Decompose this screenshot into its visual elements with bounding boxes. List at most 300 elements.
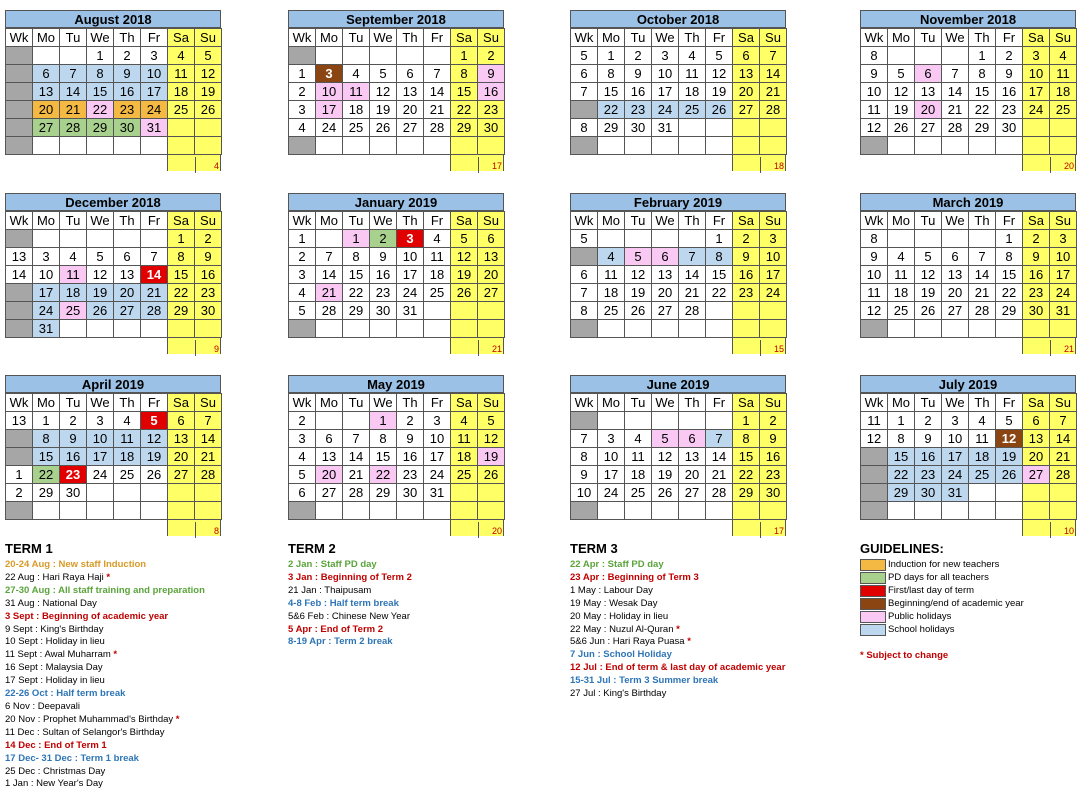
day-cell bbox=[478, 320, 505, 338]
day-cell: 16 bbox=[733, 266, 760, 284]
term-event bbox=[5, 572, 205, 585]
day-cell: 7 bbox=[141, 248, 168, 266]
day-cell: 31 bbox=[397, 302, 424, 320]
day-header: Tu bbox=[915, 212, 942, 230]
day-cell bbox=[942, 137, 969, 155]
day-cell bbox=[33, 137, 60, 155]
day-header: Tu bbox=[625, 394, 652, 412]
term-event bbox=[5, 649, 205, 662]
day-cell: 23 bbox=[114, 101, 141, 119]
week-number: 6 bbox=[571, 266, 598, 284]
week-number bbox=[861, 320, 888, 338]
day-cell bbox=[706, 137, 733, 155]
day-cell: 11 bbox=[114, 430, 141, 448]
day-cell: 12 bbox=[195, 65, 222, 83]
week-number: 7 bbox=[571, 284, 598, 302]
day-header: We bbox=[652, 394, 679, 412]
day-cell: 12 bbox=[478, 430, 505, 448]
week-number bbox=[289, 137, 316, 155]
day-cell: 30 bbox=[478, 119, 505, 137]
day-cell: 4 bbox=[625, 430, 652, 448]
day-cell: 11 bbox=[451, 430, 478, 448]
day-cell bbox=[598, 412, 625, 430]
day-cell: 20 bbox=[397, 101, 424, 119]
day-cell: 2 bbox=[195, 230, 222, 248]
day-cell: 7 bbox=[760, 47, 787, 65]
day-cell: 31 bbox=[1050, 302, 1077, 320]
day-header: Th bbox=[397, 394, 424, 412]
term-event bbox=[570, 662, 785, 675]
day-cell bbox=[942, 47, 969, 65]
day-cell: 30 bbox=[915, 484, 942, 502]
day-cell bbox=[625, 230, 652, 248]
day-cell bbox=[33, 230, 60, 248]
day-cell bbox=[370, 47, 397, 65]
day-header: Sa bbox=[451, 394, 478, 412]
day-cell bbox=[706, 502, 733, 520]
day-cell bbox=[733, 320, 760, 338]
term-event bbox=[288, 572, 412, 585]
day-cell bbox=[598, 502, 625, 520]
term-event-text: 20-24 Aug : New staff Induction bbox=[5, 559, 147, 570]
day-cell: 23 bbox=[370, 284, 397, 302]
day-header: We bbox=[652, 29, 679, 47]
day-cell: 28 bbox=[424, 119, 451, 137]
day-cell: 28 bbox=[706, 484, 733, 502]
day-cell bbox=[451, 484, 478, 502]
day-cell: 9 bbox=[625, 65, 652, 83]
day-cell: 18 bbox=[168, 83, 195, 101]
day-header: Wk bbox=[6, 212, 33, 230]
day-cell: 11 bbox=[343, 83, 370, 101]
day-cell: 19 bbox=[625, 284, 652, 302]
day-cell bbox=[424, 137, 451, 155]
day-cell: 24 bbox=[141, 101, 168, 119]
day-cell: 9 bbox=[1023, 248, 1050, 266]
day-header: We bbox=[370, 212, 397, 230]
month-calendar bbox=[5, 193, 221, 356]
week-number bbox=[571, 137, 598, 155]
day-cell: 3 bbox=[652, 47, 679, 65]
day-header: Sa bbox=[451, 212, 478, 230]
day-cell: 17 bbox=[652, 83, 679, 101]
day-cell: 29 bbox=[87, 119, 114, 137]
day-cell: 15 bbox=[370, 448, 397, 466]
day-cell: 11 bbox=[969, 430, 996, 448]
day-cell bbox=[397, 320, 424, 338]
day-cell: 22 bbox=[888, 466, 915, 484]
day-header: Wk bbox=[861, 29, 888, 47]
day-cell: 22 bbox=[33, 466, 60, 484]
day-header: Sa bbox=[733, 212, 760, 230]
day-cell bbox=[316, 502, 343, 520]
day-cell: 7 bbox=[343, 430, 370, 448]
day-cell: 24 bbox=[1023, 101, 1050, 119]
day-cell bbox=[625, 502, 652, 520]
week-number: 4 bbox=[289, 448, 316, 466]
day-cell bbox=[397, 502, 424, 520]
day-cell: 25 bbox=[969, 466, 996, 484]
day-cell: 15 bbox=[168, 266, 195, 284]
day-cell: 1 bbox=[733, 412, 760, 430]
day-cell: 23 bbox=[625, 101, 652, 119]
day-cell bbox=[888, 320, 915, 338]
day-cell bbox=[316, 137, 343, 155]
day-cell bbox=[114, 484, 141, 502]
day-cell: 5 bbox=[888, 65, 915, 83]
day-header: We bbox=[370, 394, 397, 412]
day-cell: 29 bbox=[996, 302, 1023, 320]
day-cell: 19 bbox=[195, 83, 222, 101]
day-cell: 17 bbox=[397, 266, 424, 284]
day-cell bbox=[316, 230, 343, 248]
day-cell: 8 bbox=[996, 248, 1023, 266]
day-cell: 4 bbox=[1050, 47, 1077, 65]
day-cell: 26 bbox=[451, 284, 478, 302]
day-header: Th bbox=[969, 212, 996, 230]
month-week-count: 4 bbox=[195, 157, 221, 173]
day-header: Wk bbox=[571, 394, 598, 412]
month-calendar bbox=[570, 375, 786, 538]
day-cell bbox=[195, 502, 222, 520]
week-number bbox=[6, 83, 33, 101]
day-cell bbox=[996, 502, 1023, 520]
week-number: 12 bbox=[861, 302, 888, 320]
day-cell: 22 bbox=[87, 101, 114, 119]
day-cell bbox=[679, 412, 706, 430]
day-cell bbox=[652, 502, 679, 520]
day-cell: 5 bbox=[625, 248, 652, 266]
day-header: Th bbox=[679, 212, 706, 230]
day-cell: 21 bbox=[1050, 448, 1077, 466]
day-cell: 11 bbox=[168, 65, 195, 83]
day-cell: 10 bbox=[760, 248, 787, 266]
day-cell: 14 bbox=[679, 266, 706, 284]
month-title: February 2019 bbox=[570, 193, 786, 211]
day-cell: 13 bbox=[733, 65, 760, 83]
week-number: 13 bbox=[6, 412, 33, 430]
day-header: Su bbox=[478, 29, 505, 47]
day-cell bbox=[60, 137, 87, 155]
day-cell bbox=[397, 47, 424, 65]
day-cell: 3 bbox=[1023, 47, 1050, 65]
day-cell: 15 bbox=[87, 83, 114, 101]
day-cell: 21 bbox=[195, 448, 222, 466]
month-calendar bbox=[860, 193, 1076, 356]
day-cell bbox=[370, 320, 397, 338]
day-cell: 8 bbox=[370, 430, 397, 448]
day-cell: 3 bbox=[141, 47, 168, 65]
term-event-text: 15-31 Jul : Term 3 Summer break bbox=[570, 675, 719, 687]
day-header: Su bbox=[760, 212, 787, 230]
month-calendar bbox=[5, 10, 221, 173]
day-cell: 27 bbox=[168, 466, 195, 484]
term-event-text: 22 Aug : Hari Raya Haji bbox=[5, 571, 104, 583]
day-cell bbox=[888, 47, 915, 65]
day-cell: 17 bbox=[1050, 266, 1077, 284]
term-event bbox=[5, 701, 205, 714]
day-cell bbox=[141, 137, 168, 155]
day-cell: 28 bbox=[141, 302, 168, 320]
day-cell: 12 bbox=[370, 83, 397, 101]
day-header: Su bbox=[478, 394, 505, 412]
week-number: 9 bbox=[861, 248, 888, 266]
day-header: Tu bbox=[343, 29, 370, 47]
day-cell: 27 bbox=[1023, 466, 1050, 484]
day-cell: 12 bbox=[625, 266, 652, 284]
day-cell: 10 bbox=[942, 430, 969, 448]
day-cell: 17 bbox=[141, 83, 168, 101]
week-number: 2 bbox=[289, 83, 316, 101]
week-number bbox=[6, 101, 33, 119]
week-number: 10 bbox=[861, 83, 888, 101]
day-cell bbox=[969, 320, 996, 338]
day-cell: 26 bbox=[888, 119, 915, 137]
day-header: We bbox=[942, 212, 969, 230]
day-cell bbox=[679, 119, 706, 137]
day-cell: 13 bbox=[397, 83, 424, 101]
day-cell: 11 bbox=[625, 448, 652, 466]
day-header: Wk bbox=[861, 394, 888, 412]
day-cell: 1 bbox=[168, 230, 195, 248]
month-week-count: 17 bbox=[760, 522, 786, 538]
day-header: Mo bbox=[316, 394, 343, 412]
month-title: March 2019 bbox=[860, 193, 1076, 211]
day-cell: 8 bbox=[888, 430, 915, 448]
day-cell bbox=[1023, 320, 1050, 338]
day-cell bbox=[942, 502, 969, 520]
day-cell bbox=[343, 502, 370, 520]
day-cell: 7 bbox=[942, 65, 969, 83]
day-cell bbox=[114, 137, 141, 155]
day-cell: 12 bbox=[87, 266, 114, 284]
day-cell bbox=[343, 137, 370, 155]
day-cell: 19 bbox=[888, 101, 915, 119]
day-cell: 14 bbox=[760, 65, 787, 83]
term-event bbox=[570, 649, 785, 662]
day-cell bbox=[706, 320, 733, 338]
day-cell: 24 bbox=[652, 101, 679, 119]
day-cell: 25 bbox=[679, 101, 706, 119]
month-calendar bbox=[288, 375, 504, 538]
day-header: Fr bbox=[141, 212, 168, 230]
day-header: Sa bbox=[168, 29, 195, 47]
term-event bbox=[570, 624, 785, 637]
day-cell bbox=[915, 230, 942, 248]
day-cell: 14 bbox=[969, 266, 996, 284]
day-cell bbox=[679, 502, 706, 520]
day-header: Fr bbox=[706, 29, 733, 47]
day-cell bbox=[760, 137, 787, 155]
day-cell: 10 bbox=[1023, 65, 1050, 83]
term-event-text: 7 Jun : School Holiday bbox=[570, 649, 672, 661]
week-number: 4 bbox=[289, 284, 316, 302]
day-header: Wk bbox=[571, 212, 598, 230]
day-header: Sa bbox=[451, 29, 478, 47]
day-cell: 22 bbox=[168, 284, 195, 302]
day-cell: 10 bbox=[424, 430, 451, 448]
day-header: Fr bbox=[424, 212, 451, 230]
day-cell: 26 bbox=[195, 101, 222, 119]
day-header: Sa bbox=[733, 394, 760, 412]
week-number: 14 bbox=[6, 266, 33, 284]
day-cell: 30 bbox=[1023, 302, 1050, 320]
week-number bbox=[6, 65, 33, 83]
day-cell: 8 bbox=[168, 248, 195, 266]
day-cell: 29 bbox=[969, 119, 996, 137]
day-cell: 31 bbox=[141, 119, 168, 137]
day-cell: 1 bbox=[343, 230, 370, 248]
week-number: 5 bbox=[571, 230, 598, 248]
day-cell: 10 bbox=[87, 430, 114, 448]
day-cell: 1 bbox=[969, 47, 996, 65]
day-cell: 5 bbox=[451, 230, 478, 248]
day-header: Fr bbox=[424, 29, 451, 47]
legend-label: Beginning/end of academic year bbox=[888, 598, 1024, 609]
day-cell: 27 bbox=[316, 484, 343, 502]
day-cell bbox=[733, 119, 760, 137]
day-cell: 3 bbox=[942, 412, 969, 430]
legend-item bbox=[860, 623, 1024, 636]
day-cell: 4 bbox=[451, 412, 478, 430]
day-cell: 6 bbox=[316, 430, 343, 448]
day-cell bbox=[915, 137, 942, 155]
day-cell: 5 bbox=[915, 248, 942, 266]
day-cell: 10 bbox=[33, 266, 60, 284]
day-cell: 13 bbox=[33, 83, 60, 101]
day-cell: 21 bbox=[343, 466, 370, 484]
day-header: Fr bbox=[141, 29, 168, 47]
week-number bbox=[6, 430, 33, 448]
day-header: Fr bbox=[706, 394, 733, 412]
day-cell: 20 bbox=[168, 448, 195, 466]
week-number: 8 bbox=[571, 448, 598, 466]
day-cell: 26 bbox=[652, 484, 679, 502]
day-cell: 23 bbox=[915, 466, 942, 484]
week-number: 11 bbox=[861, 412, 888, 430]
day-cell: 18 bbox=[60, 284, 87, 302]
day-cell: 26 bbox=[915, 302, 942, 320]
day-cell bbox=[598, 137, 625, 155]
day-cell: 20 bbox=[33, 101, 60, 119]
day-cell: 5 bbox=[996, 412, 1023, 430]
day-cell: 14 bbox=[316, 266, 343, 284]
day-header: Su bbox=[1050, 394, 1077, 412]
day-cell: 27 bbox=[33, 119, 60, 137]
month-title: October 2018 bbox=[570, 10, 786, 28]
day-cell: 15 bbox=[706, 266, 733, 284]
day-header: Tu bbox=[915, 29, 942, 47]
day-cell: 12 bbox=[996, 430, 1023, 448]
legend-item bbox=[860, 558, 1024, 571]
day-cell bbox=[33, 47, 60, 65]
day-cell: 12 bbox=[888, 83, 915, 101]
day-cell: 30 bbox=[625, 119, 652, 137]
day-cell: 7 bbox=[1050, 412, 1077, 430]
week-number bbox=[289, 47, 316, 65]
day-cell: 14 bbox=[1050, 430, 1077, 448]
day-cell bbox=[996, 484, 1023, 502]
day-cell: 14 bbox=[60, 83, 87, 101]
day-cell bbox=[60, 502, 87, 520]
day-cell bbox=[33, 502, 60, 520]
day-cell: 19 bbox=[915, 284, 942, 302]
month-title: August 2018 bbox=[5, 10, 221, 28]
day-cell: 3 bbox=[87, 412, 114, 430]
day-cell: 17 bbox=[424, 448, 451, 466]
legend-label: PD days for all teachers bbox=[888, 572, 989, 583]
day-cell bbox=[625, 137, 652, 155]
term-title: TERM 3 bbox=[570, 541, 618, 556]
day-cell: 3 bbox=[760, 230, 787, 248]
day-cell bbox=[706, 119, 733, 137]
day-cell: 15 bbox=[33, 448, 60, 466]
day-cell: 27 bbox=[397, 119, 424, 137]
day-cell: 13 bbox=[168, 430, 195, 448]
day-cell bbox=[1023, 484, 1050, 502]
term-list bbox=[5, 541, 205, 791]
day-cell: 23 bbox=[1023, 284, 1050, 302]
week-number bbox=[861, 466, 888, 484]
day-header: Th bbox=[397, 212, 424, 230]
day-cell: 8 bbox=[706, 248, 733, 266]
day-cell: 1 bbox=[87, 47, 114, 65]
day-cell: 4 bbox=[598, 248, 625, 266]
month-calendar bbox=[860, 375, 1076, 538]
day-cell bbox=[598, 320, 625, 338]
day-cell: 20 bbox=[478, 266, 505, 284]
day-cell: 15 bbox=[733, 448, 760, 466]
day-header: Tu bbox=[60, 394, 87, 412]
day-cell: 4 bbox=[679, 47, 706, 65]
day-cell: 11 bbox=[679, 65, 706, 83]
day-cell: 8 bbox=[733, 430, 760, 448]
day-cell: 4 bbox=[60, 248, 87, 266]
week-number: 8 bbox=[861, 230, 888, 248]
month-week-count: 10 bbox=[1050, 522, 1076, 538]
term-event-text: 20 May : Holiday in lieu bbox=[570, 610, 669, 622]
term-event-text: 5&6 Feb : Chinese New Year bbox=[288, 610, 410, 622]
day-cell bbox=[424, 502, 451, 520]
day-cell: 6 bbox=[1023, 412, 1050, 430]
day-cell: 2 bbox=[760, 412, 787, 430]
week-number bbox=[6, 284, 33, 302]
week-number: 2 bbox=[289, 412, 316, 430]
day-header: Fr bbox=[141, 394, 168, 412]
term-event-text: 16 Sept : Malaysia Day bbox=[5, 662, 103, 674]
day-cell bbox=[1050, 502, 1077, 520]
day-cell bbox=[87, 484, 114, 502]
day-cell bbox=[652, 137, 679, 155]
day-cell: 12 bbox=[706, 65, 733, 83]
day-header: We bbox=[942, 29, 969, 47]
day-cell: 2 bbox=[625, 47, 652, 65]
term-event-text: 21 Jan : Thaipusam bbox=[288, 584, 372, 596]
day-cell: 29 bbox=[733, 484, 760, 502]
day-cell: 28 bbox=[60, 119, 87, 137]
day-cell bbox=[316, 412, 343, 430]
day-cell: 8 bbox=[87, 65, 114, 83]
day-cell: 28 bbox=[942, 119, 969, 137]
asterisk-icon: * bbox=[173, 713, 180, 725]
day-cell: 10 bbox=[397, 248, 424, 266]
day-cell bbox=[888, 502, 915, 520]
week-number bbox=[6, 230, 33, 248]
day-cell bbox=[888, 137, 915, 155]
day-cell: 17 bbox=[1023, 83, 1050, 101]
day-header: Wk bbox=[571, 29, 598, 47]
day-cell: 20 bbox=[652, 284, 679, 302]
